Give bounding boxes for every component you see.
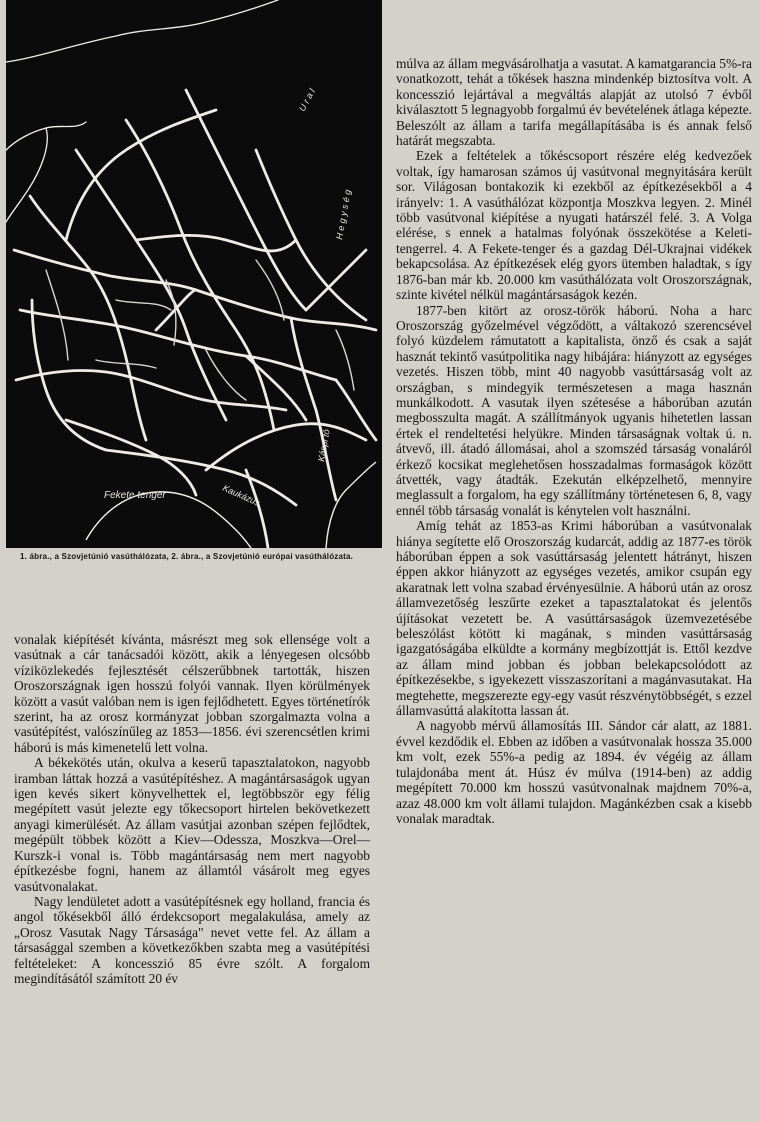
paragraph: A békekötés után, okulva a keserű tapasztalatokon, nagyobb iramban láttak hozzá a vasútépítéshez. A magántársaságok ugyan igen kevés sikert könyvelhettek el, legtöbbször egy félig megépített vasút jelezte egy tőkecsoport hirtelen bekövetkezett anyagi kimerülését. Az állam vasútjai azonban szépen fejlődtek, megépült többek között a Kiev—Odessza, Moszkva—Orel—Kurszk-i vonal is. Több magántársaság nem mert nagyobb építkezésbe fogni, hanem az államtól vásárolt meg egyes vasútvonalakat.	[14, 755, 370, 894]
coastline	[6, 0, 278, 222]
paragraph: Ezek a feltételek a tőkéscsoport részére elég kedvezőek voltak, így hamarosan számos új vasútvonal megnyitására került sor. Világosan bontakozik ki ezekből az építkezésekből a 4 irányelv: 1. A vasúthálózat központja Moszkva legyen. 2. Minél több vasútvonal kiépítése a nyugati határszél felé. 3. A Volga elérése, s ennek a hatalmas folyónak összekötése a Keleti-tengerrel. 4. A Fekete-tenger és a gazdag Dél-Ukrajnai vidékek bekapcsolása. Az építkezések elég gyors ütemben haladtak, s így 1876-ban már kb. 20.000 km vasúthálózata volt Oroszországnak, szinte kivétel nélkül magántársaságok kezén.	[396, 148, 752, 303]
paragraph: 1877-ben kitört az orosz-török háború. Noha a harc Oroszország győzelmével végződött, a váltakozó szerencsével folyó küzdelem rámutatott a kapitalista, önző és csak a saját hasznát tekintő vasútpolitika nagy hibájára: hiányzott az egységes vezetés. Hiszen több, mint 40 nagyobb vasúttársaság volt az országban, s mindegyik természetesen a maga hasznán munkálkodott. A vasutak ilyen szétesése a háborúban azután megbosszulta magát. A szállítmányok ugyanis hihetetlen lassan értek el rendeltetési helyükre. Minden társaságnak voltak ú. n. átvevő, ill. átadó állomásai, ahol a szomszéd társaság vonaláról érkező kocsikat meglehetősen hosszadalmas formaságok között átvették, vagy átadták. Ezekután elképzelhető, mennyire meglassult a forgalom, ha egy szállítmány történetesen 6, 8, vagy ennél több társaság vonalát is kénytelen volt használni.	[396, 302, 752, 518]
right-column	[396, 56, 752, 826]
railway-map-figure	[6, 0, 382, 548]
paragraph: Amíg tehát az 1853-as Krimi háborúban a vasútvonalak hiánya segítette elő Oroszország kudarcát, addig az 1877-es török háborúban éppen a sok vasúttársaság jelentett hátrányt, hiszen éppen akkor hiányzott az egységes vezetés, amikor csupán egy akaratnak lett volna szabad érvényesülnie. A háború után az orosz államvezetőség leszűrte ezeket a tapasztalatokat és jelentős újításokat vezetett be. A vasúttársaságok üzemvezetésébe beleszólást kötött ki magának, s minden vasúttársaság igazgatóságába elküldte a kormány megbízottját is. Ettől kezdve az állam mind jobban és jobban belekapcsolódott az építkezésekbe, s igyekezett visszaszorítani a magánvasutakat. Ha megtehette, megszerezte egy-egy vasút részvénytöbbségét, s ezzel államvasúttá alakította lassan át.	[396, 518, 752, 719]
caucasus-label: Kaukázus	[221, 482, 262, 508]
railway-lines	[14, 90, 376, 548]
railway-map	[6, 0, 382, 548]
mountain-label: H e g y s é g	[334, 188, 353, 241]
figure-caption: 1. ábra., a Szovjetúnió vasúthálózata, 2. ábra., a Szovjetúnió európai vasúthálózata.	[20, 552, 354, 561]
paragraph: múlva az állam megvásárolhatja a vasutat. A kamatgarancia 5%-ra vonatkozott, tehát a tőkések haszna mindenkép biztosítva volt. A koncesszió lejártával a megváltás alapját az utolsó 7 évből kiválasztott 5 legnagyobb forgalmú év bevételének átlaga képezte. Beleszólt az állam a tarifa megállapításába is és annak felső határát megszabta.	[396, 56, 752, 149]
black-sea-label: Fekete tenger	[104, 490, 166, 501]
paragraph: Nagy lendületet adott a vasútépítésnek egy holland, francia és angol tőkésekből álló érdekcsoport megalakulása, amely az „Orosz Vasutak Nagy Társasága" nevet vette fel. Az állam a társasággal szemben a következőkben szabta meg a vasútépítési feltételeket: A koncesszió 85 évre szólt. A forgalom megindításától számított 20 év	[14, 893, 370, 986]
railway-branches	[46, 260, 354, 400]
paragraph: A nagyobb mérvű államosítás III. Sándor cár alatt, az 1881. évvel kezdődik el. Ebben az időben a vasútvonalak hossza 35.000 km volt, ezek 55%-a pedig az 1894. év végéig az állam tulajdonába ment át. Húsz év múlva (1914-ben) az addig megépített 70.000 km hosszú vasútvonalnak majdnem 70%-a, azaz 48.000 km volt állami tulajdon. Magánkézben csak a kisebb vonalak maradtak.	[396, 718, 752, 826]
left-column	[14, 632, 370, 986]
black-sea-coast	[86, 462, 376, 548]
paragraph: vonalak kiépítését kívánta, másrészt meg sok ellensége volt a vasútnak a cár tanácsadói között, akik a lényegesen olcsóbb víziközlekedés fejlesztését célszerűbbnek tartották, hiszen Oroszországnak igen hosszú folyói vannak. Ilyen körülmények között a vasút valóban nem is igen fejlődhetett. Egyes történetírók szerint, ha az orosz kormányzat jobban szorgalmazta volna a vasútépítést, valószínűleg az 1853—1856. évi szerencsétlen krimi háború is más kimenetelű lett volna.	[14, 632, 370, 755]
caspian-label: Káspi tó	[316, 428, 332, 463]
ural-label: U r a l	[296, 87, 318, 113]
